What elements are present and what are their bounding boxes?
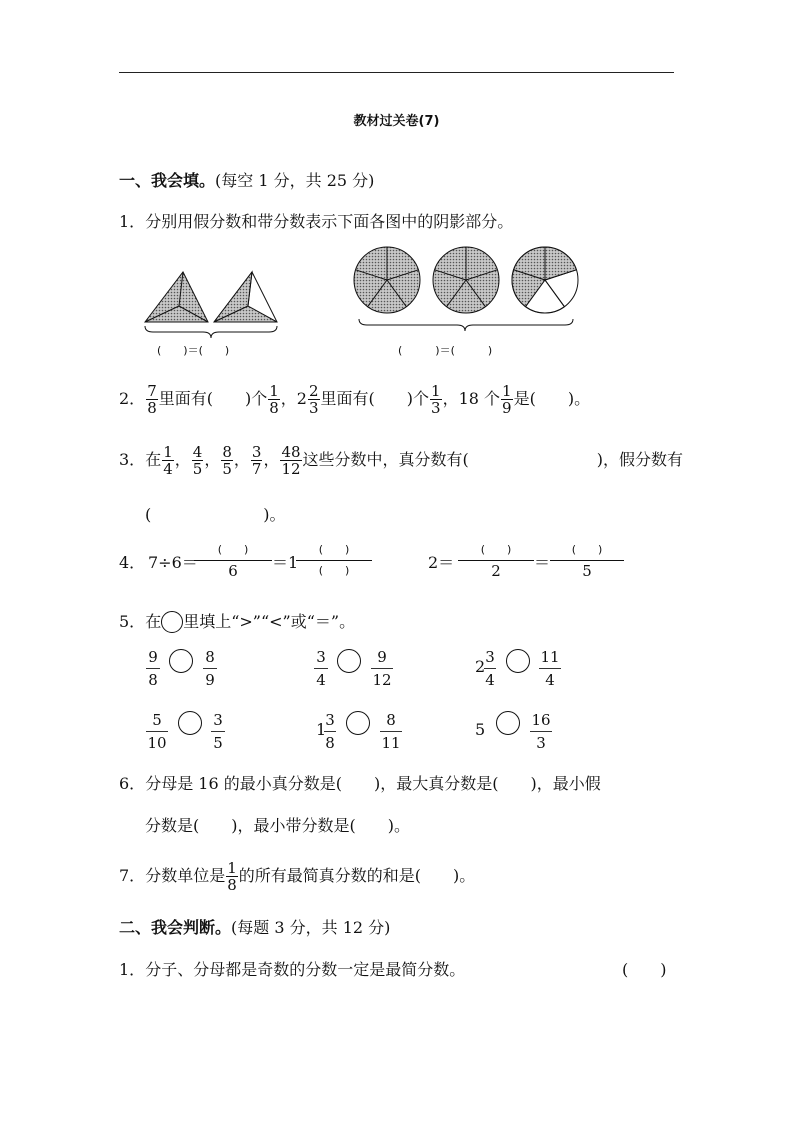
fraction: $\frac{7}{8}$ bbox=[147, 382, 157, 417]
circle-full-2 bbox=[433, 247, 499, 313]
fraction: $\frac{48}{12}$ bbox=[281, 443, 301, 478]
question-5 bbox=[119, 611, 355, 633]
mixed-whole: 5 bbox=[475, 720, 486, 739]
question-text: 这些分数中，真分数有( )，假分数有 bbox=[302, 450, 684, 469]
section-2-heading bbox=[119, 918, 390, 938]
question-2 bbox=[119, 379, 590, 419]
compare-left: 3 4 bbox=[485, 648, 495, 689]
question-number: 5． bbox=[119, 612, 146, 631]
fraction: $\frac{1}{9}$ bbox=[502, 382, 512, 417]
question-7 bbox=[119, 856, 475, 896]
compare-left: 5 10 bbox=[147, 711, 167, 752]
question-number: 1． bbox=[119, 960, 146, 979]
mixed-whole: 2 bbox=[296, 389, 307, 408]
section-2-title: 二、我会判断。 bbox=[119, 918, 232, 937]
question-text: 在 bbox=[145, 450, 162, 469]
triangle-full-shaded bbox=[145, 272, 208, 322]
compare-left: 3 4 bbox=[314, 646, 328, 691]
circle-icon bbox=[161, 611, 183, 633]
section-2-note: (每题 3 分，共 12 分) bbox=[231, 918, 391, 937]
compare-circle[interactable] bbox=[169, 649, 193, 673]
circle-partial bbox=[512, 247, 578, 313]
compare-right: 9 12 bbox=[372, 648, 392, 689]
circle-full-1 bbox=[354, 247, 420, 313]
q4-frac4: ( ) 5 bbox=[550, 540, 624, 581]
q1-figures bbox=[119, 240, 599, 340]
question-6 bbox=[119, 774, 601, 794]
compare-right: 11 4 bbox=[540, 648, 560, 689]
question-text: 分母是 16 的最小真分数是( )，最大真分数是( )，最小假 bbox=[145, 774, 601, 793]
question-text: 里面有( )个 bbox=[320, 389, 430, 408]
q4-frac3: ( ) 2 bbox=[458, 540, 534, 581]
compare-circle[interactable] bbox=[178, 711, 202, 735]
mixed-whole: 2 bbox=[475, 657, 486, 676]
compare-circle[interactable] bbox=[337, 649, 361, 673]
question-text: ， bbox=[280, 389, 297, 408]
q4-eq1: ＝1 bbox=[272, 553, 299, 572]
compare-right: 16 3 bbox=[531, 711, 551, 752]
q4-frac1: ( ) 6 bbox=[194, 540, 272, 581]
question-text: 分子、分母都是奇数的分数一定是最简分数。 bbox=[145, 960, 466, 979]
fraction: $\frac{2}{3}$ bbox=[308, 382, 319, 417]
question-4-number: 4． bbox=[119, 553, 146, 572]
question-6-line2: 分数是( )，最小带分数是( )。 bbox=[145, 816, 410, 835]
compare-left: 3 8 bbox=[325, 711, 335, 752]
question-text: 里面有( )个 bbox=[158, 389, 268, 408]
fraction: $\frac{1}{8}$ bbox=[269, 382, 279, 417]
fraction: $\frac{1}{4}$ bbox=[163, 443, 173, 478]
question-number: 2． bbox=[119, 389, 146, 408]
page-title: 教材过关卷(7) bbox=[353, 114, 440, 129]
question-text: 里填上“>”“<”或“＝”。 bbox=[183, 612, 356, 631]
question-1 bbox=[119, 212, 513, 232]
triangle-part-shaded bbox=[214, 272, 277, 322]
question-text: 分别用假分数和带分数表示下面各图中的阴影部分。 bbox=[145, 212, 514, 231]
compare-left: 9 8 bbox=[146, 646, 160, 691]
question-number: 6． bbox=[119, 774, 146, 793]
question-text: ，18 个 bbox=[442, 389, 501, 408]
question-text: 分数单位是 bbox=[145, 866, 226, 885]
question-3-tail: ( )。 bbox=[145, 505, 286, 524]
q1-answer-right: ( )＝( ) bbox=[398, 344, 493, 357]
question-text: 在 bbox=[145, 612, 162, 631]
question-3: 3．在 $\frac{1}{4}$ ， $\frac{4}{5}$ ， $\frac{8}{5}$ ， $\frac{3}{7}$ ， $\frac{48}{12}$ 这些分数中，真分数有( )，假分数有 bbox=[119, 443, 684, 478]
mixed-whole: 1 bbox=[316, 720, 327, 739]
question-number: 7． bbox=[119, 866, 146, 885]
fraction: $\frac{4}{5}$ bbox=[192, 443, 203, 478]
judge-question-1 bbox=[119, 960, 465, 980]
compare-right: 8 11 bbox=[381, 711, 401, 752]
q4-expr2: 2＝ bbox=[428, 553, 455, 572]
compare-circle[interactable] bbox=[346, 711, 370, 735]
top-rule bbox=[119, 72, 674, 73]
fraction: $\frac{3}{7}$ bbox=[251, 443, 262, 478]
section-1-title: 一、我会填。 bbox=[119, 171, 216, 190]
compare-right: 8 9 bbox=[203, 646, 217, 691]
compare-circle[interactable] bbox=[496, 711, 520, 735]
question-text: 是( )。 bbox=[513, 389, 591, 408]
fraction: $\frac{1}{8}$ bbox=[227, 859, 237, 894]
judge-answer-blank[interactable]: ( ) bbox=[622, 960, 667, 979]
q4-frac2: ( ) ( ) bbox=[296, 540, 372, 581]
compare-right: 3 5 bbox=[211, 709, 225, 754]
question-number: 3． bbox=[119, 450, 146, 469]
fraction: $\frac{8}{5}$ bbox=[222, 443, 232, 478]
q4-eq2: ＝ bbox=[534, 553, 551, 572]
section-1-note: (每空 1 分，共 25 分) bbox=[215, 171, 375, 190]
fraction: $\frac{1}{3}$ bbox=[431, 382, 441, 417]
question-text: 的所有最简真分数的和是( )。 bbox=[238, 866, 476, 885]
q4-expr1: 7÷6＝ bbox=[148, 553, 198, 572]
q1-answer-left: ( )＝( ) bbox=[157, 344, 230, 357]
compare-circle[interactable] bbox=[506, 649, 530, 673]
question-number: 1． bbox=[119, 212, 146, 231]
section-1-heading bbox=[119, 171, 374, 191]
